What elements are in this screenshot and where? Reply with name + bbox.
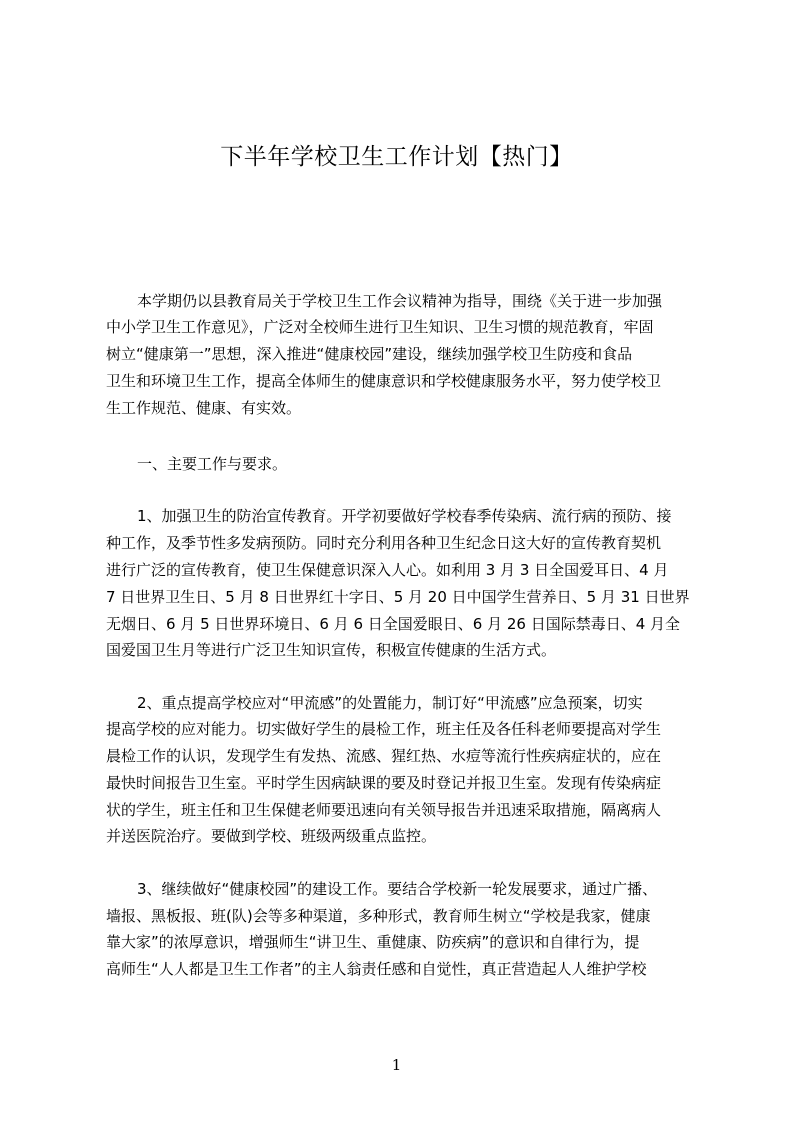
paragraph-line: 并送医院治疗。要做到学校、班级两级重点监控。 xyxy=(106,827,437,845)
paragraph-line: 1、加强卫生的防治宣传教育。开学初要做好学校春季传染病、流行病的预防、接 xyxy=(137,507,672,525)
page-title: 下半年学校卫生工作计划【热门】 xyxy=(220,144,573,170)
paragraph-line: 国爱国卫生月等进行广泛卫生知识宣传，积极宣传健康的生活方式。 xyxy=(106,641,557,659)
paragraph-line: 墙报、黑板报、班(队)会等多种渠道，多种形式，教育师生树立“学校是我家，健康 xyxy=(106,907,651,925)
paragraph-line: 高师生“人人都是卫生工作者”的主人翁责任感和自觉性，真正营造起人人维护学校 xyxy=(106,960,647,978)
paragraph-line: 提高学校的应对能力。切实做好学生的晨检工作，班主任及各任科老师要提高对学生 xyxy=(106,720,662,738)
paragraph-line: 种工作，及季节性多发病预防。同时充分利用各种卫生纪念日这大好的宣传教育契机 xyxy=(106,534,662,552)
paragraph-line: 树立“健康第一”思想，深入推进“健康校园”建设，继续加强学校卫生防疫和食品 xyxy=(106,345,633,363)
paragraph-line: 3、继续做好“健康校园”的建设工作。要结合学校新一轮发展要求，通过广播、 xyxy=(137,880,658,898)
paragraph-line: 生工作规范、健康、有实效。 xyxy=(106,399,302,417)
paragraph-line: 7 日世界卫生日、5 月 8 日世界红十字日、5 月 20 日中国学生营养日、5 月 31 日世界 xyxy=(106,588,690,606)
paragraph-line: 卫生和环境卫生工作，提高全体师生的健康意识和学校健康服务水平，努力使学校卫 xyxy=(106,372,662,390)
paragraph-line: 无烟日、6 月 5 日世界环境日、6 月 6 日全国爱眼日、6 月 26 日国际禁毒日、4 月全 xyxy=(106,615,681,633)
paragraph-line: 状的学生，班主任和卫生保健老师要迅速向有关领导报告并迅速采取措施，隔离病人 xyxy=(106,801,662,819)
paragraph-line: 进行广泛的宣传教育，使卫生保健意识深入人心。如利用 3 月 3 日全国爱耳日、4 月 xyxy=(106,561,669,579)
paragraph-line: 晨检工作的认识，发现学生有发热、流感、猩红热、水痘等流行性疾病症状的，应在 xyxy=(106,747,662,765)
page-number: 1 xyxy=(391,1056,402,1074)
paragraph-line: 最快时间报告卫生室。平时学生因病缺课的要及时登记并报卫生室。发现有传染病症 xyxy=(106,774,662,792)
paragraph-line: 中小学卫生工作意见》，广泛对全校师生进行卫生知识、卫生习惯的规范教育，牢固 xyxy=(106,318,654,336)
paragraph-line: 靠大家”的浓厚意识，增强师生“讲卫生、重健康、防疾病”的意识和自律行为，提 xyxy=(106,933,640,951)
section-heading: 一、主要工作与要求。 xyxy=(137,455,288,473)
paragraph-line: 本学期仍以县教育局关于学校卫生工作会议精神为指导，围绕《关于进一步加强 xyxy=(137,292,663,310)
paragraph-line: 2、重点提高学校应对“甲流感”的处置能力，制订好“甲流感”应急预案，切实 xyxy=(137,694,643,712)
